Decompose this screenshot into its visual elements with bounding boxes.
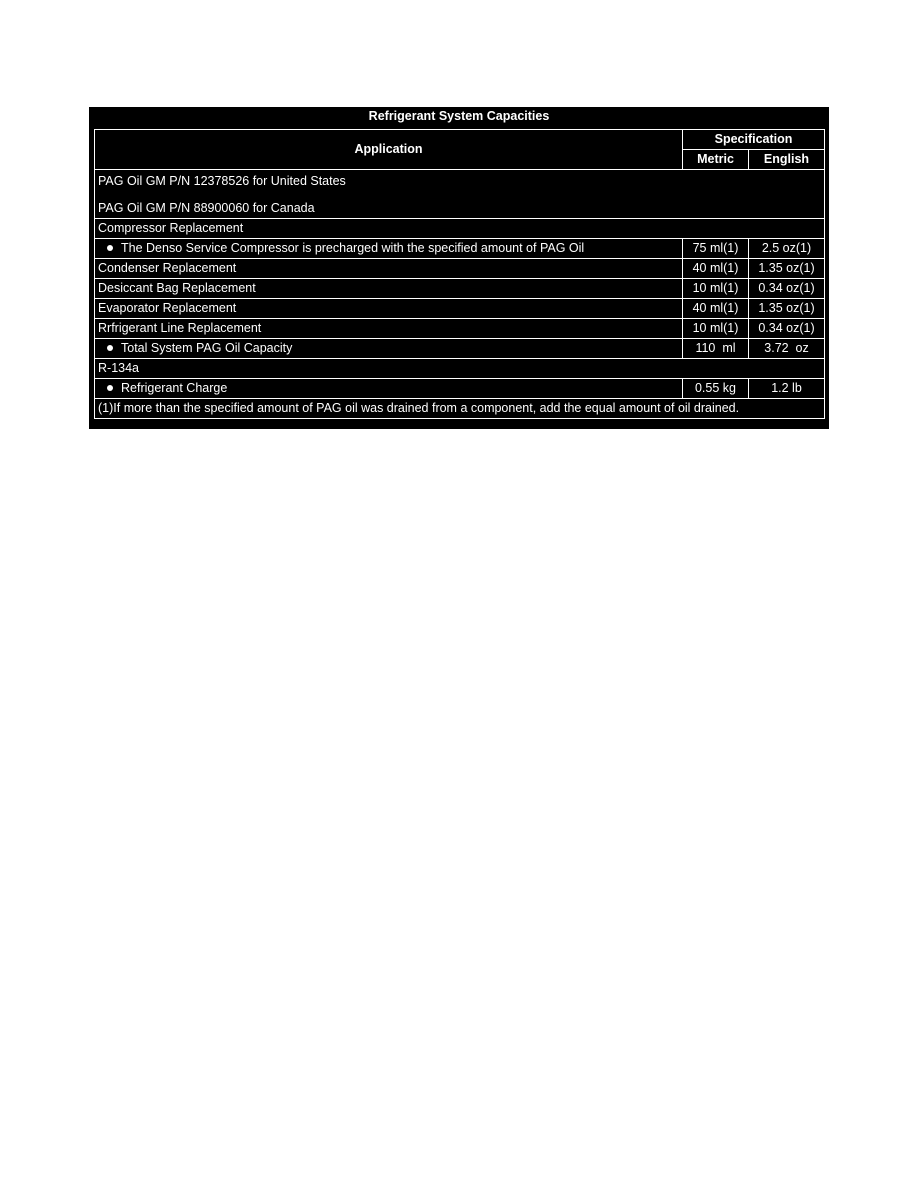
capacities-table: [94, 129, 825, 419]
header-metric: Metric: [683, 150, 749, 170]
row-english: 1.35 oz(1): [749, 299, 825, 319]
row-metric: 75 ml(1): [683, 239, 749, 259]
section-row-compressor: [95, 219, 825, 239]
refrigerant-capacities-table-box: [89, 107, 829, 429]
table-row: [95, 299, 825, 319]
row-label: Condenser Replacement: [95, 259, 683, 279]
row-english: 0.34 oz(1): [749, 319, 825, 339]
section-compressor: Compressor Replacement: [95, 219, 825, 239]
table-row: [95, 319, 825, 339]
bullet-icon: [107, 345, 113, 351]
footnote-row: [95, 399, 825, 419]
table-row: [95, 379, 825, 399]
header-application: Application: [95, 130, 683, 170]
bullet-icon: [107, 385, 113, 391]
row-metric: 10 ml(1): [683, 319, 749, 339]
row-label-text: Total System PAG Oil Capacity: [121, 341, 293, 355]
table-row: [95, 239, 825, 259]
row-english: 1.2 lb: [749, 379, 825, 399]
footnote: (1)If more than the specified amount of PAG oil was drained from a component, add the equal amount of oil drained.: [95, 399, 825, 419]
row-label: [95, 239, 683, 259]
row-english: 2.5 oz(1): [749, 239, 825, 259]
row-metric: 10 ml(1): [683, 279, 749, 299]
row-label-text: The Denso Service Compressor is precharged with the specified amount of PAG Oil: [121, 241, 585, 255]
oil-note-canada: PAG Oil GM P/N 88900060 for Canada: [98, 201, 315, 215]
table-title: Refrigerant System Capacities: [368, 109, 550, 123]
row-label: Rrfrigerant Line Replacement: [95, 319, 683, 339]
oil-note-cell: [95, 170, 825, 219]
table-row: [95, 339, 825, 359]
section-row-refrigerant: [95, 359, 825, 379]
row-metric: 40 ml(1): [683, 299, 749, 319]
row-english: 0.34 oz(1): [749, 279, 825, 299]
oil-note-us: PAG Oil GM P/N 12378526 for United States: [98, 174, 346, 188]
row-label: [95, 379, 683, 399]
row-label: [95, 339, 683, 359]
header-specification: Specification: [683, 130, 825, 150]
table-row: [95, 259, 825, 279]
section-refrigerant: R-134a: [95, 359, 825, 379]
row-label: Desiccant Bag Replacement: [95, 279, 683, 299]
table-row: [95, 279, 825, 299]
row-metric: 0.55 kg: [683, 379, 749, 399]
row-label: Evaporator Replacement: [95, 299, 683, 319]
row-metric: 110 ml: [683, 339, 749, 359]
row-english: 3.72 oz: [749, 339, 825, 359]
header-english: English: [749, 150, 825, 170]
row-metric: 40 ml(1): [683, 259, 749, 279]
bullet-icon: [107, 245, 113, 251]
row-label-text: Refrigerant Charge: [121, 381, 228, 395]
oil-note-row: [95, 170, 825, 219]
row-english: 1.35 oz(1): [749, 259, 825, 279]
header-row-1: [95, 130, 825, 150]
